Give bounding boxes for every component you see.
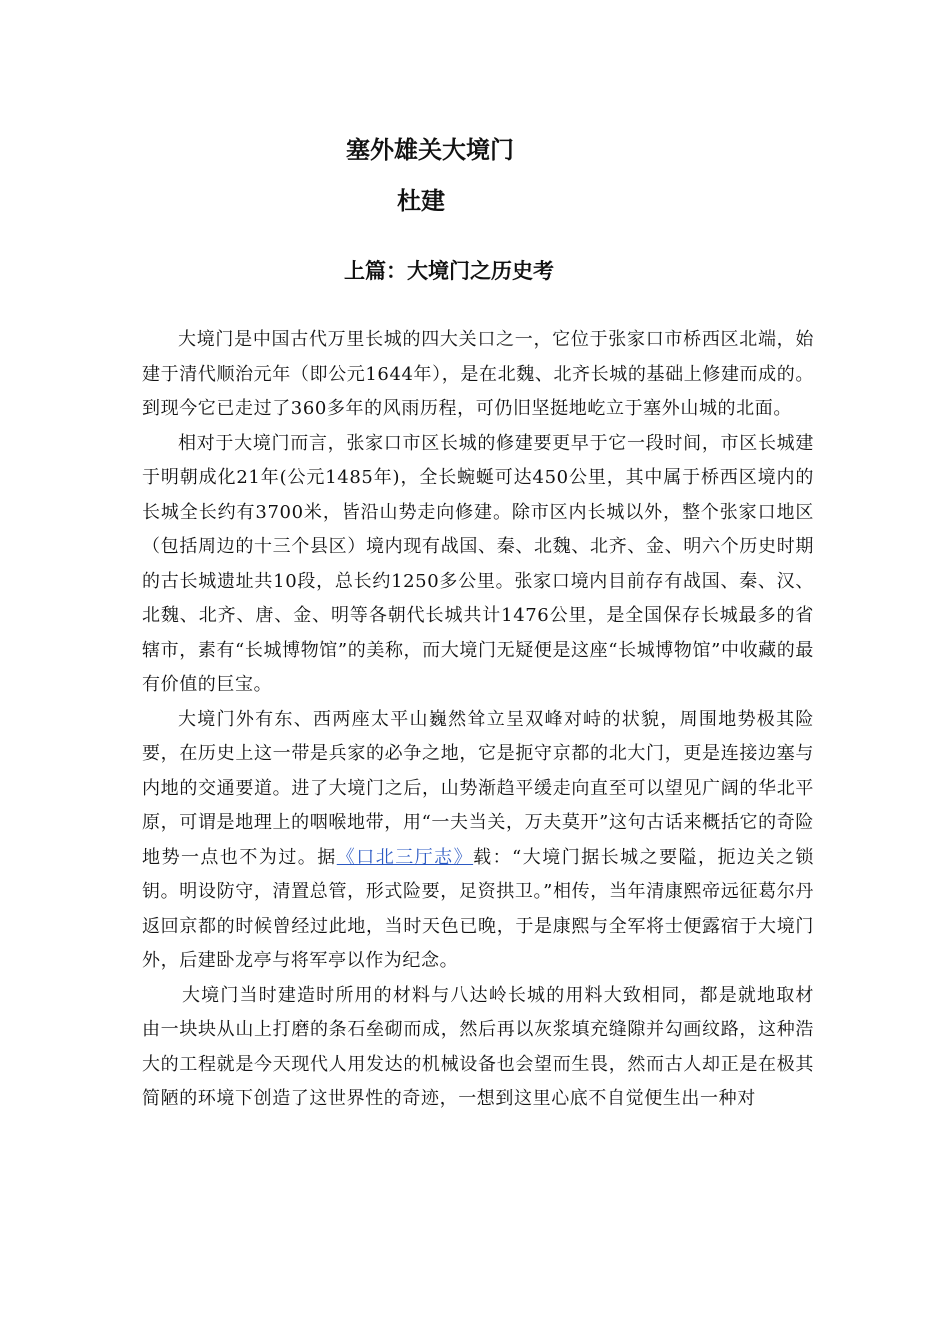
author-name: 杜建 — [397, 187, 445, 215]
paragraph-4: 大境门当时建造时所用的材料与八达岭长城的用料大致相同，都是就地取材由一块块从山上打磨的条石垒砌而成，然后再以灰浆填充缝隙并勾画纹路，这种浩大的工程就是今天现代人用发达的机械设备也会望而生畏，然而古人却正是在极其简陋的环境下创造了这世界性的奇迹，一想到这里心底不自觉便生出一种对 — [142, 984, 814, 1109]
paragraph-3 — [142, 703, 814, 979]
paragraph-3-text-after: 载：“大境门据长城之要隘，扼边关之锁钥。明设防守，清置总管，形式险要，足资拱卫。”相传，当年清康熙帝远征葛尔丹返回京都的时候曾经过此地，当时天色已晚，于是康熙与全军将士便露宿于大境门外，后建卧龙亭与将军亭以作为纪念。 — [142, 846, 815, 971]
paragraph-2: 相对于大境门而言，张家口市区长城的修建要更早于它一段时间，市区长城建于明朝成化21年(公元1485年)，全长蜿蜒可达450公里，其中属于桥西区境内的长城全长约有3700米，皆沿山势走向修建。除市区内长城以外，整个张家口地区（包括周边的十三个县区）境内现有战国、秦、北魏、北齐、金、明六个历史时期的古长城遗址共10段，总长约1250多公里。张家口境内目前存有战国、秦、汉、北魏、北齐、唐、金、明等各朝代长城共计1476公里，是全国保存长城最多的省辖市，素有“长城博物馆”的美称，而大境门无疑便是这座“长城博物馆”中收藏的最有价值的巨宝。 — [142, 432, 814, 695]
paragraph-1: 大境门是中国古代万里长城的四大关口之一，它位于张家口市桥西区北端，始建于清代顺治元年（即公元1644年），是在北魏、北齐长城的基础上修建而成的。到现今它已走过了360多年的风雨历程，可仍旧坚挺地屹立于塞外山城的北面。 — [142, 329, 814, 419]
body-text — [142, 323, 814, 1117]
paragraph-3-text-before: 大境门外有东、西两座太平山巍然耸立呈双峰对峙的状貌，周围地势极其险要，在历史上这一带是兵家的必争之地，它是扼守京都的北大门，更是连接边塞与内地的交通要道。进了大境门之后，山势渐趋平缓走向直至可以望见广阔的华北平原，可谓是地理上的咽喉地带，用“一夫当关，万夫莫开”这句古话来概括它的奇险地势一点也不为过。据 — [142, 708, 814, 868]
source-link[interactable]: 《口北三厅志》 — [336, 846, 474, 868]
document-title: 塞外雄关大境门 — [346, 136, 514, 164]
section-heading: 上篇：大境门之历史考 — [344, 259, 554, 283]
